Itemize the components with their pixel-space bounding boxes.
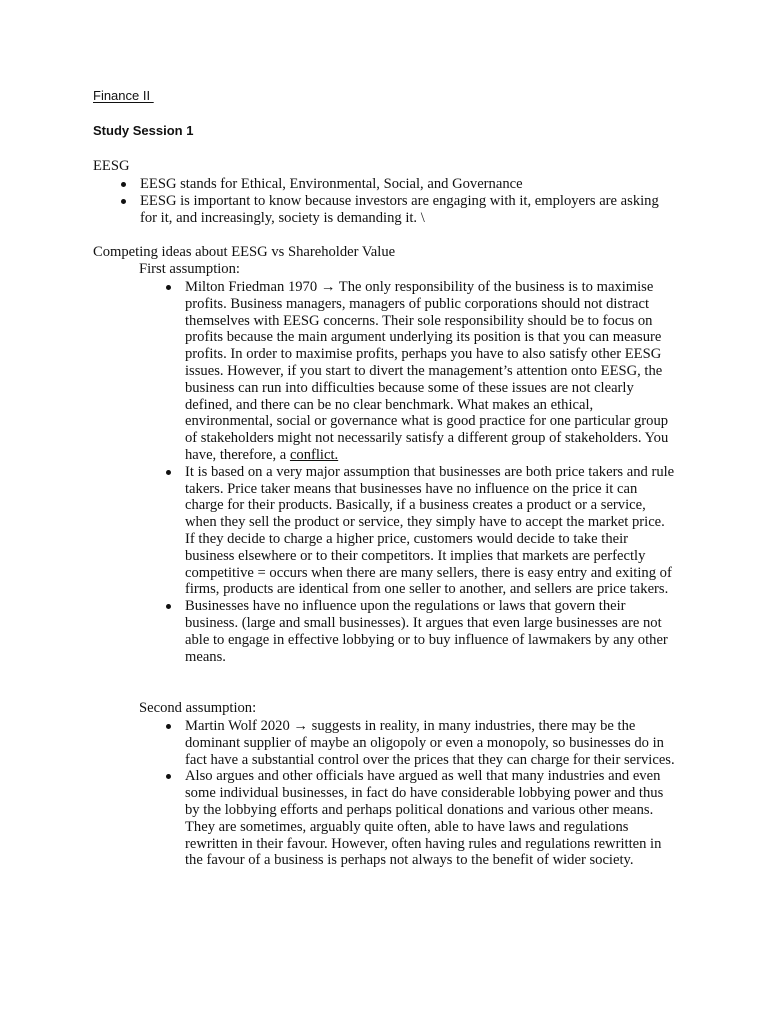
bullet-icon xyxy=(121,182,126,187)
friedman-text: The only responsibility of the business is to maximise profits. Business managers, managers of public corporations should not distract themselves with EESG concerns. Their sole responsibility should be to focus on profits because the main argument underlying its position is that you can measure profits. In order to maximise profits, perhaps you have to also satisfy other EESG issues. However, if you start to divert the management’s attention onto EESG, the business can run into difficulties because some of these issues are not clearly defined, and there can be no clear benchmark. What makes an ethical, environmental, social or governance what is good practice for one particular group of stakeholders might not necessarily satisfy a different group of stakeholders. You have, therefore, a xyxy=(185,279,669,463)
wolf-text: suggests in reality, in many industries, there may be the dominant supplier of maybe an oligopoly or even a monopoly, so businesses do in fact have a substantial control over the prices that they can charge for their services. xyxy=(185,718,675,768)
first-assumption-list xyxy=(185,279,675,665)
eesg-heading: EESG xyxy=(93,158,130,174)
friedman-name: Milton Friedman 1970 xyxy=(185,279,321,295)
bullet-icon xyxy=(166,774,171,779)
eesg-definition: EESG stands for Ethical, Environmental, Social, and Governance xyxy=(140,176,523,192)
session-heading: Study Session 1 xyxy=(93,123,194,138)
list-item xyxy=(185,279,675,464)
bullet-icon xyxy=(166,285,171,290)
competing-ideas-heading: Competing ideas about EESG vs Shareholder Value xyxy=(93,244,396,260)
list-item xyxy=(185,464,675,598)
bullet-icon xyxy=(166,470,171,475)
eesg-bullet-list xyxy=(140,176,660,226)
arrow-right-icon: → xyxy=(320,279,336,295)
list-item xyxy=(185,768,675,869)
conflict-word: conflict. xyxy=(289,446,339,463)
list-item xyxy=(140,176,660,193)
second-assumption-list xyxy=(185,718,675,869)
eesg-importance: EESG is important to know because investors are engaging with it, employers are asking for it, and increasingly, society is demanding it. \ xyxy=(140,192,659,226)
bullet-icon xyxy=(166,724,171,729)
document-title: Finance II xyxy=(93,88,154,103)
list-item xyxy=(185,718,675,768)
arrow-right-icon: → xyxy=(293,718,308,734)
first-assumption-label: First assumption: xyxy=(139,261,240,277)
regulation-text: Businesses have no influence upon the regulations or laws that govern their business. (large and small businesses). It argues that even large businesses are not able to engage in effective lobbying or to buy influence of lawmakers by any other means. xyxy=(185,598,668,665)
bullet-icon xyxy=(166,604,171,609)
price-taker-text: It is based on a very major assumption that businesses are both price takers and rule takers. Price taker means that businesses have no influence on the price it can charge for their products. Basically, if a business creates a product or a service, when they sell the product or service, they simply have to accept the market price. If they decide to charge a higher price, customers would decide to take their business elsewhere or to their competitors. It implies that markets are perfectly competitive = occurs when there are many sellers, there is easy entry and exiting of firms, products are identical from one seller to another, and sellers are price takers. xyxy=(185,463,675,598)
bullet-icon xyxy=(121,199,126,204)
lobbying-text: Also argues and other officials have argued as well that many industries and even some individual businesses, in fact do have considerable lobbying power and thus by the lobbying efforts and perhaps political donations and various other means. They are sometimes, arguably quite often, able to have laws and regulations rewritten in their favour. However, often having rules and regulations rewritten in the favour of a business is perhaps not always to the benefit of wider society. xyxy=(185,768,664,869)
list-item xyxy=(140,193,660,227)
wolf-name: Martin Wolf 2020 xyxy=(185,718,294,734)
list-item xyxy=(185,598,675,665)
second-assumption-label: Second assumption: xyxy=(139,700,257,716)
